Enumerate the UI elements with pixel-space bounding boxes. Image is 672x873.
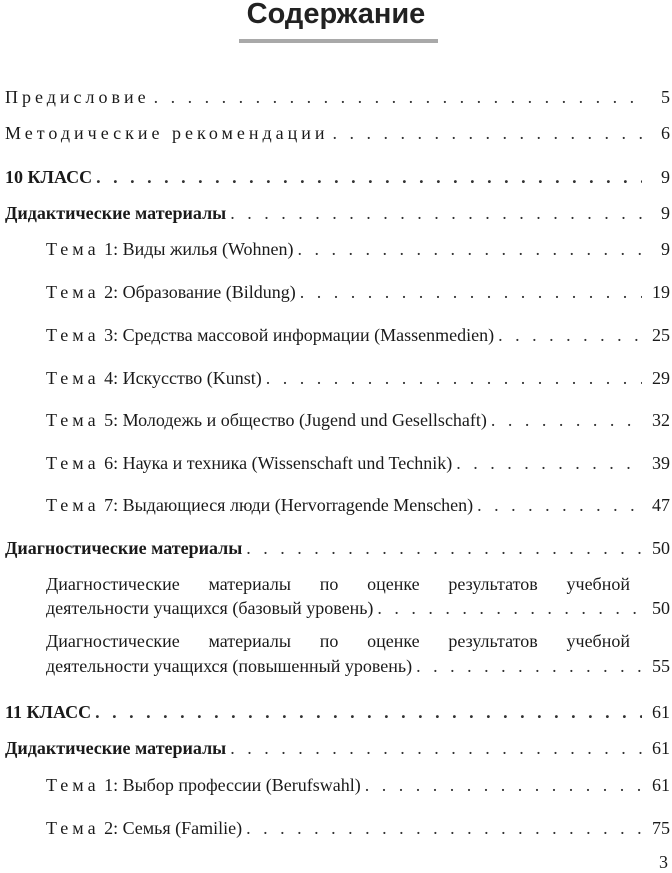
dot-leader — [416, 655, 642, 677]
dot-leader — [498, 324, 642, 346]
entry-label: 6: Наука и техника (Wissenschaft und Technik) — [104, 453, 453, 473]
entry-label: 3: Средства массовой информации (Massenmedien) — [104, 325, 495, 345]
toc-entry[interactable] — [46, 597, 670, 619]
page-title: Содержание — [246, 0, 426, 30]
entry-page: 50 — [652, 598, 670, 618]
dot-leader — [298, 238, 642, 260]
entry-prefix: Тема — [46, 453, 100, 473]
toc-entry[interactable] — [5, 737, 670, 759]
toc-entry[interactable] — [46, 452, 670, 474]
entry-label: 2: Образование (Bildung) — [104, 282, 296, 302]
toc-entry[interactable] — [5, 701, 670, 723]
entry-prefix: Тема — [46, 775, 100, 795]
entry-page: 32 — [652, 410, 670, 430]
dot-leader — [365, 774, 642, 796]
toc-entry[interactable] — [46, 655, 670, 677]
toc-entry[interactable] — [5, 122, 670, 144]
entry-prefix: Тема — [46, 325, 100, 345]
entry-page: 9 — [661, 239, 670, 259]
dot-leader — [230, 202, 642, 224]
dot-leader — [333, 122, 642, 144]
toc-entry[interactable] — [46, 409, 670, 431]
entry-label: Методические рекомендации — [5, 123, 329, 143]
entry-label: 11 КЛАСС — [5, 702, 92, 722]
title-underline — [239, 39, 438, 43]
entry-page: 50 — [652, 538, 670, 558]
entry-label: 7: Выдающиеся люди (Hervorragende Menschen) — [104, 495, 474, 515]
toc-entry[interactable] — [46, 494, 670, 516]
dot-leader — [456, 452, 642, 474]
entry-prefix: Тема — [46, 282, 100, 302]
dot-leader — [300, 281, 642, 303]
dot-leader — [154, 86, 642, 108]
entry-label: 1: Выбор профессии (Berufswahl) — [104, 775, 361, 795]
toc-entry[interactable] — [46, 281, 670, 303]
entry-page: 5 — [661, 87, 670, 107]
entry-prefix: Тема — [46, 495, 100, 515]
toc-entry[interactable] — [5, 202, 670, 224]
entry-label: Предисловие — [5, 87, 150, 107]
entry-page: 61 — [652, 775, 670, 795]
dot-leader — [477, 494, 642, 516]
entry-prefix: Тема — [46, 410, 100, 430]
entry-page: 19 — [652, 282, 670, 302]
entry-prefix: Тема — [46, 818, 100, 838]
toc-entry[interactable] — [46, 238, 670, 260]
entry-page: 9 — [661, 203, 670, 223]
entry-page: 39 — [652, 453, 670, 473]
entry-page: 61 — [652, 702, 670, 722]
toc-entry[interactable] — [46, 324, 670, 346]
entry-first-line: Диагностические материалы по оценке результатов учебной — [46, 631, 630, 651]
toc-entry[interactable] — [46, 774, 670, 796]
toc-entry[interactable] — [46, 367, 670, 389]
dot-leader — [246, 537, 642, 559]
dot-leader — [246, 817, 642, 839]
toc-entry[interactable] — [5, 86, 670, 108]
entry-first-line: Диагностические материалы по оценке результатов учебной — [46, 574, 630, 594]
toc-entry[interactable] — [46, 817, 670, 839]
dot-leader — [230, 737, 642, 759]
page-number: 3 — [659, 852, 668, 872]
entry-label: деятельности учащихся (повышенный уровень) — [46, 656, 413, 676]
entry-label: Диагностические материалы — [5, 538, 243, 558]
entry-label: Дидактические материалы — [5, 203, 227, 223]
entry-page: 47 — [652, 495, 670, 515]
toc-entry[interactable] — [5, 537, 670, 559]
entry-prefix: Тема — [46, 239, 100, 259]
entry-page: 61 — [652, 738, 670, 758]
entry-label: 2: Семья (Familie) — [104, 818, 243, 838]
entry-label: Дидактические материалы — [5, 738, 227, 758]
dot-leader — [95, 701, 642, 723]
entry-label: деятельности учащихся (базовый уровень) — [46, 598, 374, 618]
entry-prefix: Тема — [46, 368, 100, 388]
dot-leader — [377, 597, 642, 619]
entry-page: 55 — [652, 656, 670, 676]
entry-page: 75 — [652, 818, 670, 838]
dot-leader — [96, 166, 642, 188]
entry-label: 1: Виды жилья (Wohnen) — [104, 239, 294, 259]
entry-label: 5: Молодежь и общество (Jugend und Gesellschaft) — [104, 410, 487, 430]
entry-page: 29 — [652, 368, 670, 388]
dot-leader — [491, 409, 642, 431]
toc-entry[interactable] — [5, 166, 670, 188]
entry-page: 25 — [652, 325, 670, 345]
entry-page: 6 — [661, 123, 670, 143]
entry-page: 9 — [661, 167, 670, 187]
entry-label: 10 КЛАСС — [5, 167, 93, 187]
entry-label: 4: Искусство (Kunst) — [104, 368, 262, 388]
dot-leader — [266, 367, 642, 389]
